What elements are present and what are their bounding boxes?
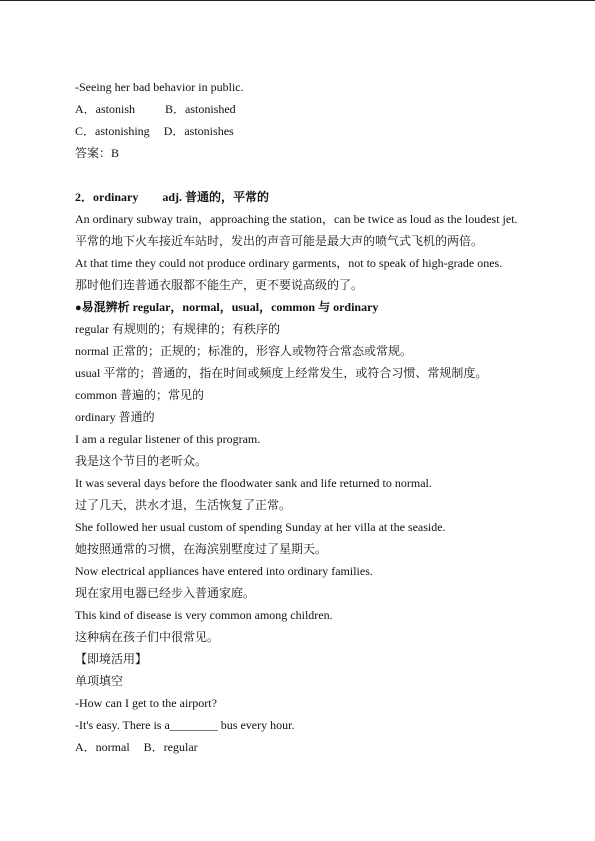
- definition-regular: regular 有规则的；有规律的；有秩序的: [75, 322, 280, 336]
- entry-heading: [75, 189, 269, 205]
- example-line: 她按照通常的习惯，在海滨别墅度过了星期天。: [75, 542, 328, 556]
- example-zh-2: 那时他们连普通衣服都不能生产，更不要说高级的了。: [75, 278, 364, 292]
- entry-pos: adj.: [162, 190, 183, 204]
- practice-option-b: B．regular: [143, 740, 198, 754]
- definition-usual: usual 平常的；普通的，指在时间或频度上经常发生，或符合习惯、常规制度。: [75, 366, 488, 380]
- example-line: 现在家用电器已经步入普通家庭。: [75, 586, 256, 600]
- practice-type: 单项填空: [75, 674, 124, 688]
- practice-question-line-1: -How can I get to the airport?: [75, 696, 217, 710]
- bullet-icon: ●: [75, 302, 82, 314]
- definition-ordinary: ordinary 普通的: [75, 410, 155, 424]
- example-line: I am a regular listener of this program.: [75, 432, 261, 446]
- example-en-2: At that time they could not produce ordinary garments，not to speak of high-grade ones.: [75, 256, 503, 270]
- example-line: This kind of disease is very common among children.: [75, 608, 333, 622]
- answer-line: 答案：B: [75, 146, 120, 160]
- practice-question-line-2: -It's easy. There is a________ bus every hour.: [75, 718, 295, 732]
- entry-meaning: 普通的，平常的: [185, 190, 270, 204]
- example-line: 这种病在孩子们中很常见。: [75, 630, 220, 644]
- example-zh-1: 平常的地下火车接近车站时，发出的声音可能是最大声的喷气式飞机的两倍。: [75, 234, 484, 248]
- option-d: D．astonishes: [163, 124, 234, 138]
- example-en-1: An ordinary subway train，approaching the station，can be twice as loud as the loudest jet.: [75, 212, 518, 226]
- options-row-cd: [75, 123, 234, 139]
- example-line: She followed her usual custom of spending Sunday at her villa at the seaside.: [75, 520, 446, 534]
- options-row-ab: [75, 101, 236, 117]
- example-line: Now electrical appliances have entered into ordinary families.: [75, 564, 373, 578]
- practice-options-row: [75, 739, 198, 755]
- option-c: C．astonishing: [75, 124, 150, 138]
- practice-section-title: 【即境活用】: [75, 652, 148, 666]
- practice-option-a: A．normal: [75, 740, 130, 754]
- definition-common: common 普遍的；常见的: [75, 388, 204, 402]
- example-line: It was several days before the floodwater sank and life returned to normal.: [75, 476, 432, 490]
- definition-normal: normal 正常的；正规的；标准的，形容人或物符合常态或常规。: [75, 344, 412, 358]
- example-line: 过了几天，洪水才退，生活恢复了正常。: [75, 498, 292, 512]
- distinction-title: 易混辨析 regular，normal，usual，common 与 ordinary: [81, 300, 379, 314]
- option-b: B．astonished: [165, 102, 236, 116]
- entry-word: 2．ordinary: [75, 190, 139, 204]
- distinction-heading: [75, 299, 378, 316]
- question-stem: -Seeing her bad behavior in public.: [75, 80, 244, 94]
- option-a: A．astonish: [75, 102, 136, 116]
- example-line: 我是这个节目的老听众。: [75, 454, 208, 468]
